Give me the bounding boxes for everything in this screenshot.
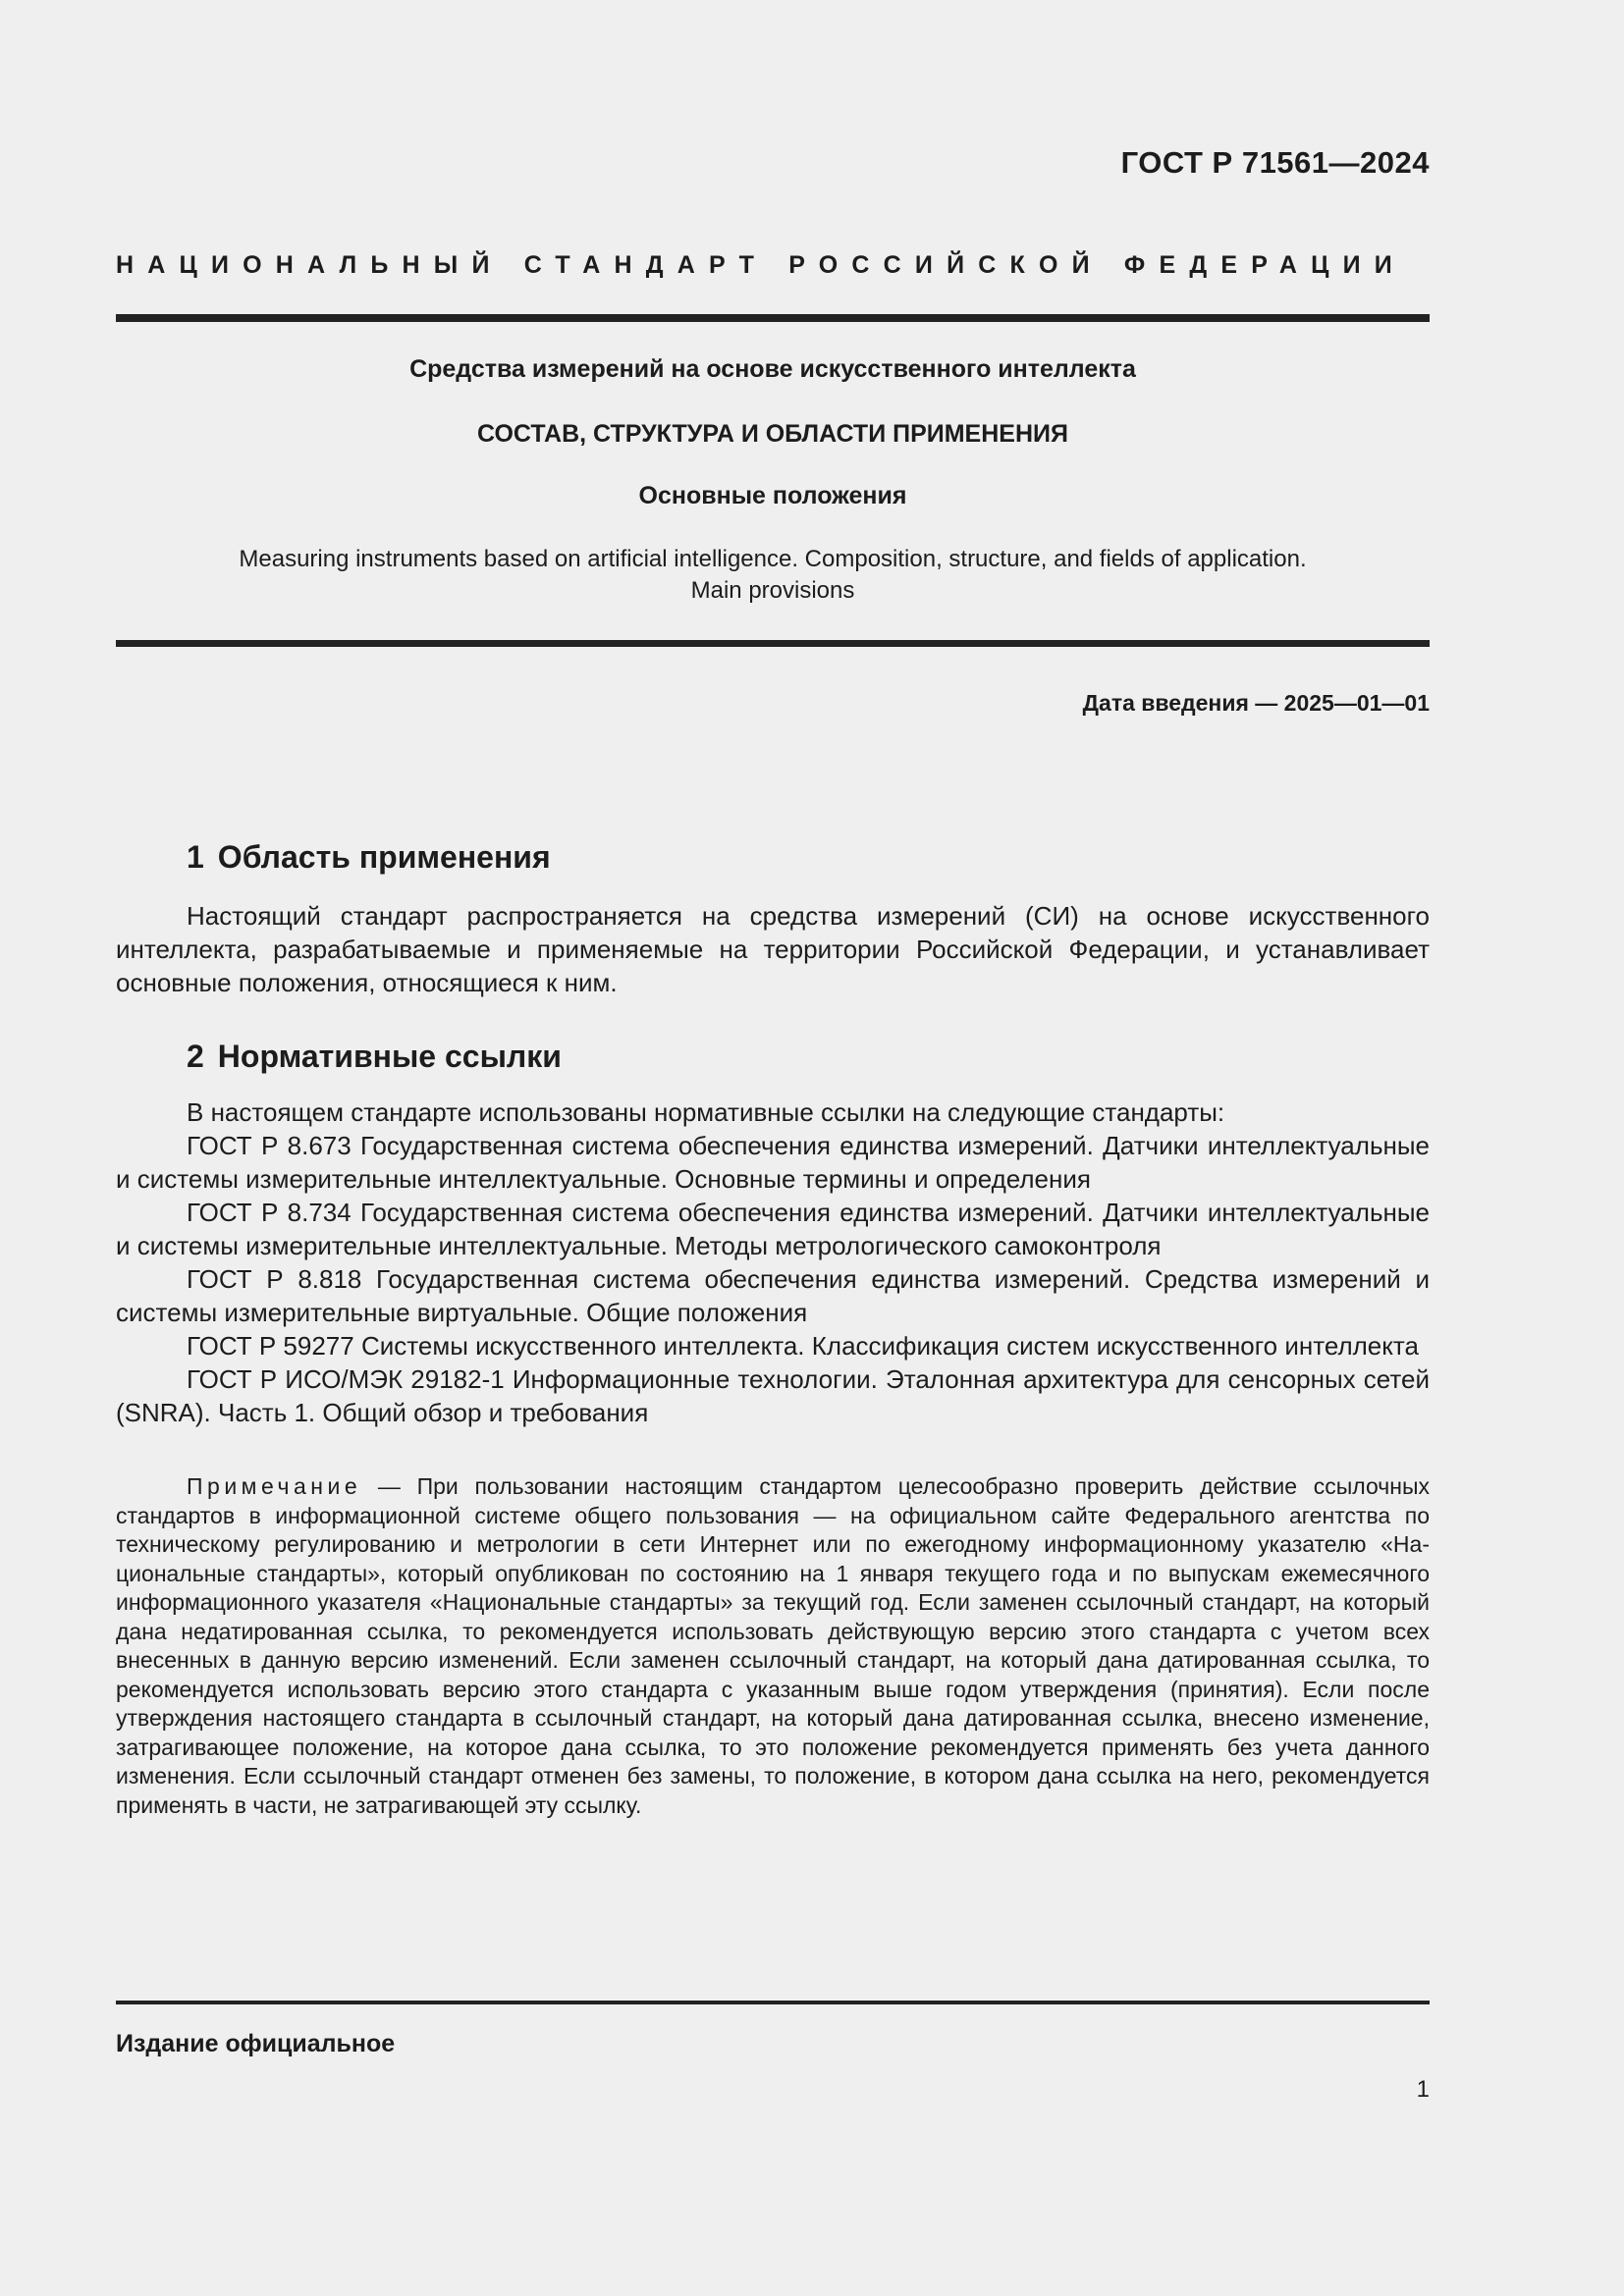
title-main: СОСТАВ, СТРУКТУРА И ОБЛАСТИ ПРИМЕНЕНИЯ: [477, 420, 1068, 448]
edition-label: Издание официальное: [116, 2030, 396, 2057]
reference-item: ГОСТ Р 8.734 Государственная система обеспечения единства измерений. Датчики интеллектуальные и системы измерительные интеллектуальные. Методы метрологического самоконтроля: [116, 1198, 1430, 1260]
title-subtitle: Основные положения: [638, 482, 907, 509]
reference-item: ГОСТ Р 59277 Системы искусственного интеллекта. Классификация систем искусственного интеллекта: [187, 1331, 1419, 1361]
reference-item: ГОСТ Р ИСО/МЭК 29182-1 Информационные технологии. Эталонная архитектура для сенсорных сетей (SNRA). Часть 1. Общий обзор и требования: [116, 1364, 1430, 1427]
section-1-number: 1: [187, 839, 204, 875]
section-1-title: Область применения: [217, 839, 551, 875]
note-label: Примечание: [187, 1473, 362, 1499]
national-standard-title: НАЦИОНАЛЬНЫЙ СТАНДАРТ РОССИЙСКОЙ ФЕДЕРАЦИИ: [116, 251, 1406, 279]
title-en-line2: Main provisions: [690, 577, 855, 604]
title-divider: [116, 640, 1430, 647]
title-ru: Средства измерений на основе искусственного интеллекта: [409, 355, 1136, 383]
footer-divider: [116, 2001, 1430, 2004]
section-2-intro: В настоящем стандарте использованы нормативные ссылки на следующие стандарты:: [187, 1097, 1225, 1127]
section-2-heading: [187, 1039, 562, 1075]
section-1-heading: [187, 839, 551, 876]
section-1-text: Настоящий стандарт распространяется на средства измерений (СИ) на основе искусственного интеллекта, разрабатываемые и применяемые на территории Российской Федерации, и устанавливает основные положения, относящиеся к ним.: [116, 901, 1430, 997]
page-number: 1: [1416, 2076, 1430, 2103]
title-en-line1: Measuring instruments based on artificial intelligence. Composition, structure, and fields of application.: [239, 546, 1307, 572]
top-divider: [116, 314, 1430, 322]
title-en: [116, 544, 1430, 607]
note-text: — При пользовании настоящим стандартом целесообразно проверить действие ссылочных стандартов в информационной системе общего пользования — на официальном сайте Федерального агентства по техническому регулированию и метрологии в сети Интернет или по ежегодному информационному указателю «Национальные стандарты», который опубликован по состоянию на 1 января текущего года и по выпускам ежемесячного информационного указателя «Национальные стандарты» за текущий год. Если заменен ссылочный стандарт, на который дана недатированная ссылка, то рекомендуется использовать действующую версию этого стандарта с учетом всех внесенных в данную версию изменений. Если заменен ссылочный стандарт, на который дана датированная ссылка, то рекомендуется использовать версию этого стандарта с указанным выше годом утверждения (принятия). Если после утверждения настоящего стандарта в ссылочный стандарт, на который дана датированная ссылка, внесено изменение, затрагивающее положение, на которое дана ссылка, то это положение рекомендуется применять без учета данного изменения. Если ссылочный стандарт отменен без замены, то положение, в котором дана ссылка на него, рекомендуется применять в части, не затрагивающей эту ссылку.: [116, 1473, 1430, 1818]
section-2-title: Нормативные ссылки: [217, 1039, 562, 1074]
introduction-date: Дата введения — 2025—01—01: [1082, 690, 1430, 716]
standard-number: ГОСТ Р 71561—2024: [1120, 145, 1430, 180]
reference-item: ГОСТ Р 8.818 Государственная система обеспечения единства измерений. Средства измерений и системы измерительные виртуальные. Общие положения: [116, 1264, 1430, 1327]
section-2-number: 2: [187, 1039, 204, 1074]
reference-item: ГОСТ Р 8.673 Государственная система обеспечения единства измерений. Датчики интеллектуальные и системы измерительные интеллектуальные. Основные термины и определения: [116, 1131, 1430, 1194]
references-list: [116, 1129, 1430, 1429]
note: [116, 1472, 1430, 1820]
